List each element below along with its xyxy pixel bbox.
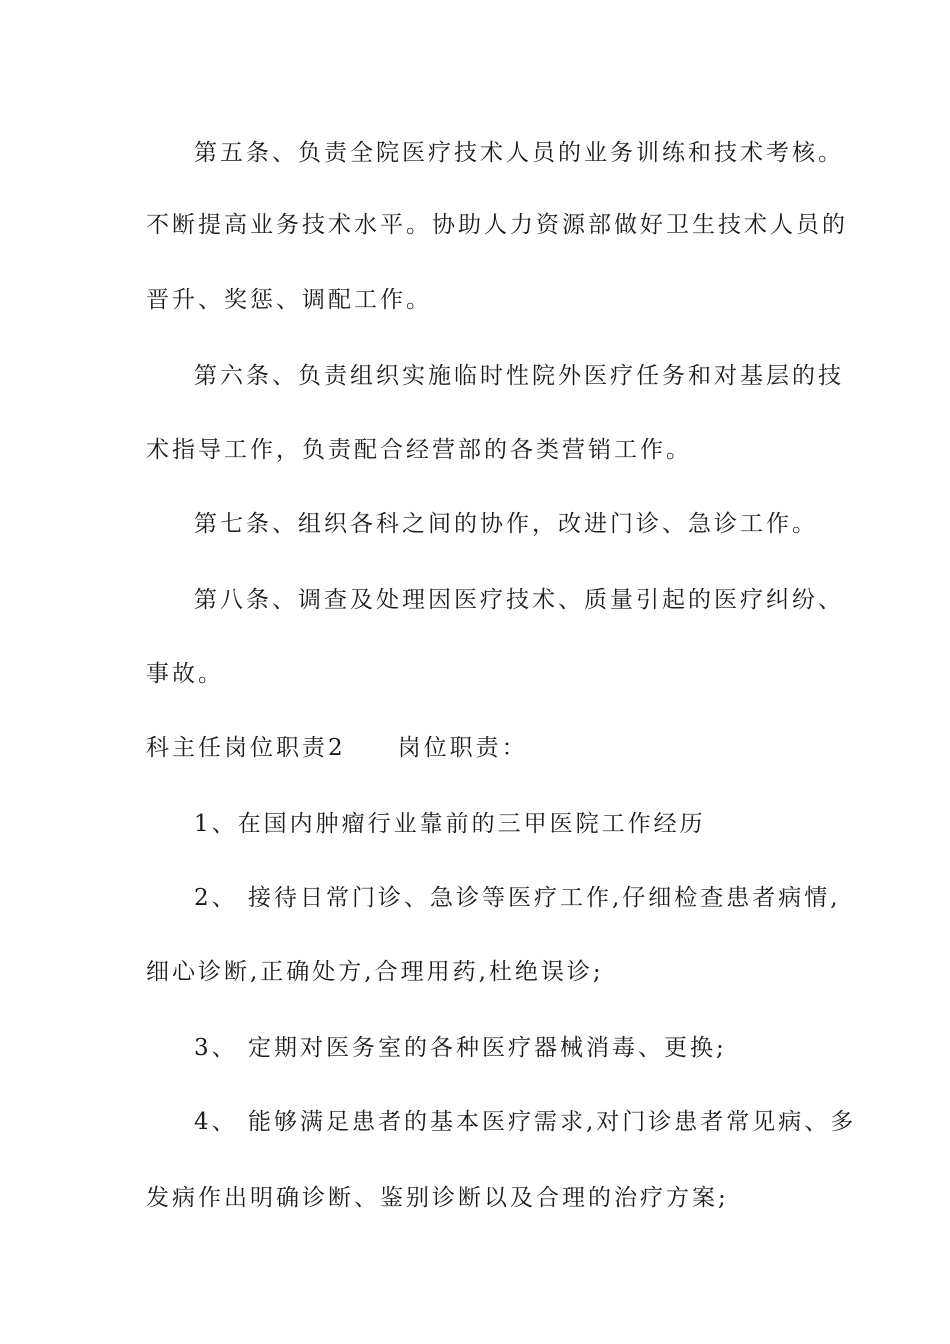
list-item: 4、 能够满足患者的基本医疗需求,对门诊患者常见病、多: [194, 1109, 857, 1135]
section-subtitle: 岗位职责：: [397, 735, 528, 761]
list-item: 1、在国内肿瘤行业靠前的三甲医院工作经历: [194, 811, 706, 837]
paragraph-line: 第五条、负责全院医疗技术人员的业务训练和技术考核。: [194, 140, 844, 166]
paragraph-line: 第六条、负责组织实施临时性院外医疗任务和对基层的技: [194, 363, 844, 389]
section-title: 科主任岗位职责2: [146, 735, 346, 761]
list-item: 2、 接待日常门诊、急诊等医疗工作,仔细检查患者病情,: [194, 885, 841, 911]
paragraph-line: 事故。: [146, 661, 224, 687]
paragraph-line: 第八条、调查及处理因医疗技术、质量引起的医疗纠纷、: [194, 587, 844, 613]
paragraph-line: 不断提高业务技术水平。协助人力资源部做好卫生技术人员的: [146, 212, 848, 238]
paragraph-line: 细心诊断,正确处方,合理用药,杜绝误诊;: [146, 959, 604, 985]
list-item: 3、 定期对医务室的各种医疗器械消毒、更换;: [194, 1035, 727, 1061]
paragraph-line: 晋升、奖惩、调配工作。: [146, 287, 432, 313]
paragraph-line: 第七条、组织各科之间的协作，改进门诊、急诊工作。: [194, 511, 818, 537]
section-heading-line: [146, 733, 528, 763]
paragraph-line: 发病作出明确诊断、鉴别诊断以及合理的治疗方案;: [146, 1185, 729, 1211]
paragraph-line: 术指导工作，负责配合经营部的各类营销工作。: [146, 437, 692, 463]
